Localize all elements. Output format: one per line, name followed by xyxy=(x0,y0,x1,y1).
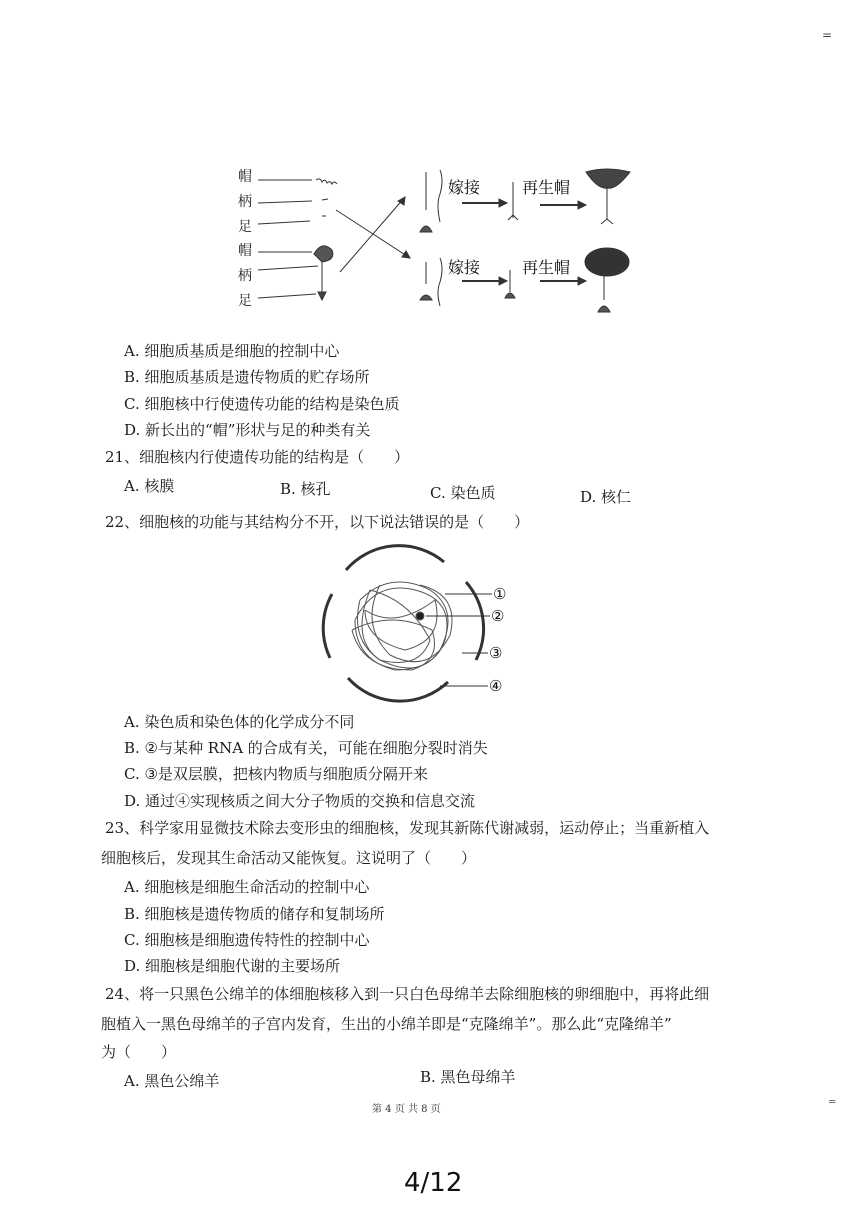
label-foot-1: 足 xyxy=(238,219,252,235)
regen-text-2: 再生帽 xyxy=(522,258,571,277)
q22-option-a: A. 染色质和染色体的化学成分不同 xyxy=(124,713,355,731)
q24-stem-line2: 胞植入一黑色母绵羊的子宫内发育，生出的小绵羊即是“克隆绵羊”。那么此“克隆绵羊” xyxy=(101,1015,672,1033)
q24-option-b: B. 黑色母绵羊 xyxy=(420,1068,516,1086)
corner-mark-top: = xyxy=(822,28,833,42)
nucleus-label-4: ④ xyxy=(489,677,503,695)
page-indicator: 4/12 xyxy=(404,1168,463,1198)
q23-stem-line1: 23、科学家用显微技术除去变形虫的细胞核，发现其新陈代谢减弱，运动停止；当重新植入 xyxy=(105,819,710,837)
graft-text-2: 嫁接 xyxy=(448,258,481,277)
label-stalk-1: 柄 xyxy=(238,194,252,210)
q20-option-b: B. 细胞质基质是遗传物质的贮存场所 xyxy=(124,368,370,386)
nucleus-figure xyxy=(0,540,860,710)
nucleus-label-1: ① xyxy=(493,585,507,603)
q23-option-a: A. 细胞核是细胞生命活动的控制中心 xyxy=(124,878,370,896)
q23-stem-line2: 细胞核后，发现其生命活动又能恢复。这说明了（ ） xyxy=(101,849,477,867)
label-cap-2: 帽 xyxy=(238,243,252,259)
page-footer: 第 4 页 共 8 页 xyxy=(372,1104,441,1115)
q24-stem-line3: 为（ ） xyxy=(101,1043,177,1061)
q20-option-c: C. 细胞核中行使遗传功能的结构是染色质 xyxy=(124,395,400,413)
corner-mark-bottom: = xyxy=(828,1097,837,1108)
label-stalk-2: 柄 xyxy=(238,268,252,284)
q21-option-b: B. 核孔 xyxy=(280,480,331,498)
q22-option-d: D. 通过④实现核质之间大分子物质的交换和信息交流 xyxy=(124,792,476,810)
q21-option-c: C. 染色质 xyxy=(430,484,496,502)
graft-text-1: 嫁接 xyxy=(448,178,481,197)
q23-option-b: B. 细胞核是遗传物质的储存和复制场所 xyxy=(124,905,385,923)
q24-stem-line1: 24、将一只黑色公绵羊的体细胞核移入到一只白色母绵羊去除细胞核的卵细胞中，再将此细 xyxy=(105,985,710,1003)
nucleus-label-3: ③ xyxy=(489,644,503,662)
q22-option-c: C. ③是双层膜，把核内物质与细胞质分隔开来 xyxy=(124,765,428,783)
q21-option-d: D. 核仁 xyxy=(580,488,632,506)
q23-option-c: C. 细胞核是细胞遗传特性的控制中心 xyxy=(124,931,370,949)
regen-text-1: 再生帽 xyxy=(522,178,571,197)
q24-option-a: A. 黑色公绵羊 xyxy=(124,1072,220,1090)
nucleus-label-2: ② xyxy=(491,607,505,625)
grafting-figure xyxy=(0,0,860,320)
q23-option-d: D. 细胞核是细胞代谢的主要场所 xyxy=(124,957,341,975)
q22-stem: 22、细胞核的功能与其结构分不开，以下说法错误的是（ ） xyxy=(105,513,530,531)
q21-stem: 21、细胞核内行使遗传功能的结构是（ ） xyxy=(105,448,410,466)
q20-option-a: A. 细胞质基质是细胞的控制中心 xyxy=(124,342,340,360)
label-foot-2: 足 xyxy=(238,293,252,309)
q20-option-d: D. 新长出的“帽”形状与足的种类有关 xyxy=(124,421,371,439)
q21-option-a: A. 核膜 xyxy=(124,477,175,495)
label-cap-1: 帽 xyxy=(238,169,252,185)
q22-option-b: B. ②与某种 RNA 的合成有关，可能在细胞分裂时消失 xyxy=(124,739,488,757)
